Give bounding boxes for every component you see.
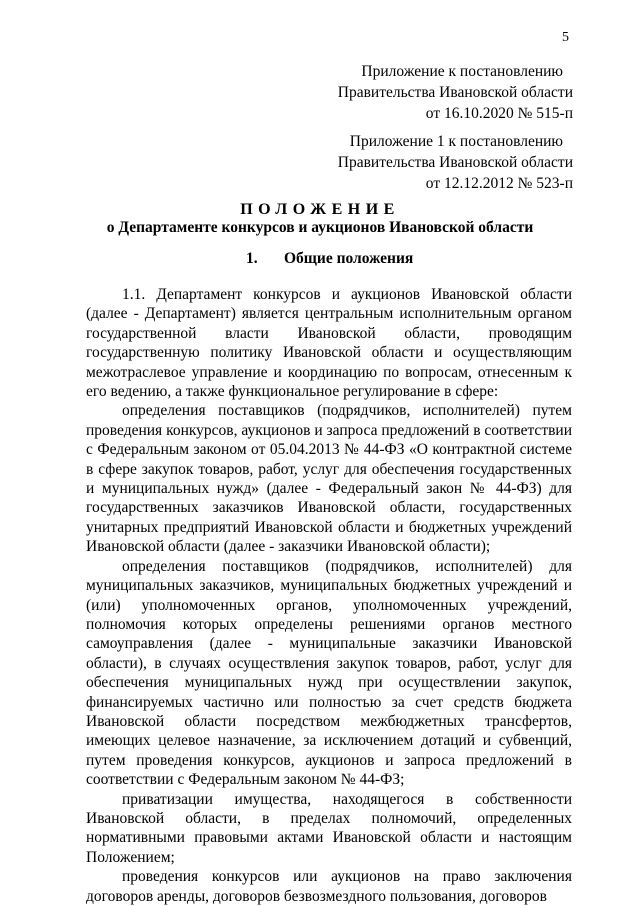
approval-block-current bbox=[338, 61, 573, 124]
section-heading bbox=[246, 250, 413, 268]
page-number: 5 bbox=[562, 30, 569, 45]
document-subtitle: о Департаменте конкурсов и аукционов Ивановской области bbox=[106, 219, 534, 236]
body-text bbox=[86, 285, 572, 906]
paragraph: определения поставщиков (подрядчиков, исполнителей) путем проведения конкурсов, аукционов и запроса предложений в соответствии с Федеральным законом от 05.04.2013 № 44-ФЗ «О контрактной системе в сфере закупок товаров, работ, услуг для обеспечения государственных и муниципальных нужд» (далее - Федеральный закон № 44-ФЗ) для государственных заказчиков Ивановской области, государственных унитарных предприятий Ивановской области и бюджетных учреждений Ивановской области (далее - заказчики Ивановской области); bbox=[86, 402, 572, 556]
section-number: 1. bbox=[246, 250, 258, 267]
approval-line: Правительства Ивановской области bbox=[337, 154, 573, 171]
paragraph: определения поставщиков (подрядчиков, исполнителей) для муниципальных заказчиков, муниципальных бюджетных учреждений и (или) уполномоченных органов, уполномоченных учреждений, полномочия которых определены решениями органов местного самоуправления (далее - муниципальные заказчики Ивановской области), в случаях осуществления закупок товаров, работ, услуг для обеспечения муниципальных нужд при осуществлении закупок, финансируемых частично или полностью за счет средств бюджета Ивановской области посредством межбюджетных трансфертов, имеющих целевое назначение, за исключением дотаций и субвенций, путем проведения конкурсов, аукционов и запроса предложений в соответствии с Федеральным законом № 44-ФЗ; bbox=[86, 557, 572, 789]
paragraph: приватизации имущества, находящегося в собственности Ивановской области, в пределах полномочий, определенных нормативными правовыми актами Ивановской области и настоящим Положением; bbox=[86, 790, 572, 866]
approval-block-original bbox=[338, 131, 573, 194]
approval-line: Приложение к постановлению bbox=[361, 63, 563, 80]
approval-line: Правительства Ивановской области bbox=[337, 84, 573, 101]
approval-line: от 16.10.2020 № 515-п bbox=[425, 105, 573, 122]
approval-line: от 12.12.2012 № 523-п bbox=[425, 175, 573, 192]
approval-line: Приложение 1 к постановлению bbox=[349, 133, 563, 150]
section-title: Общие положения bbox=[284, 250, 414, 267]
paragraph: проведения конкурсов или аукционов на право заключения договоров аренды, договоров безвозмездного пользования, договоров bbox=[86, 868, 572, 905]
document-title: ПОЛОЖЕНИЕ bbox=[240, 201, 400, 218]
paragraph: 1.1. Департамент конкурсов и аукционов Ивановской области (далее - Департамент) является центральным исполнительным органом государственной власти Ивановской области, проводящим государственную политику Ивановской области и осуществляющим межотраслевое управление и координацию по вопросам, отнесенным к его ведению, а также функциональное регулирование в сфере: bbox=[86, 286, 572, 401]
